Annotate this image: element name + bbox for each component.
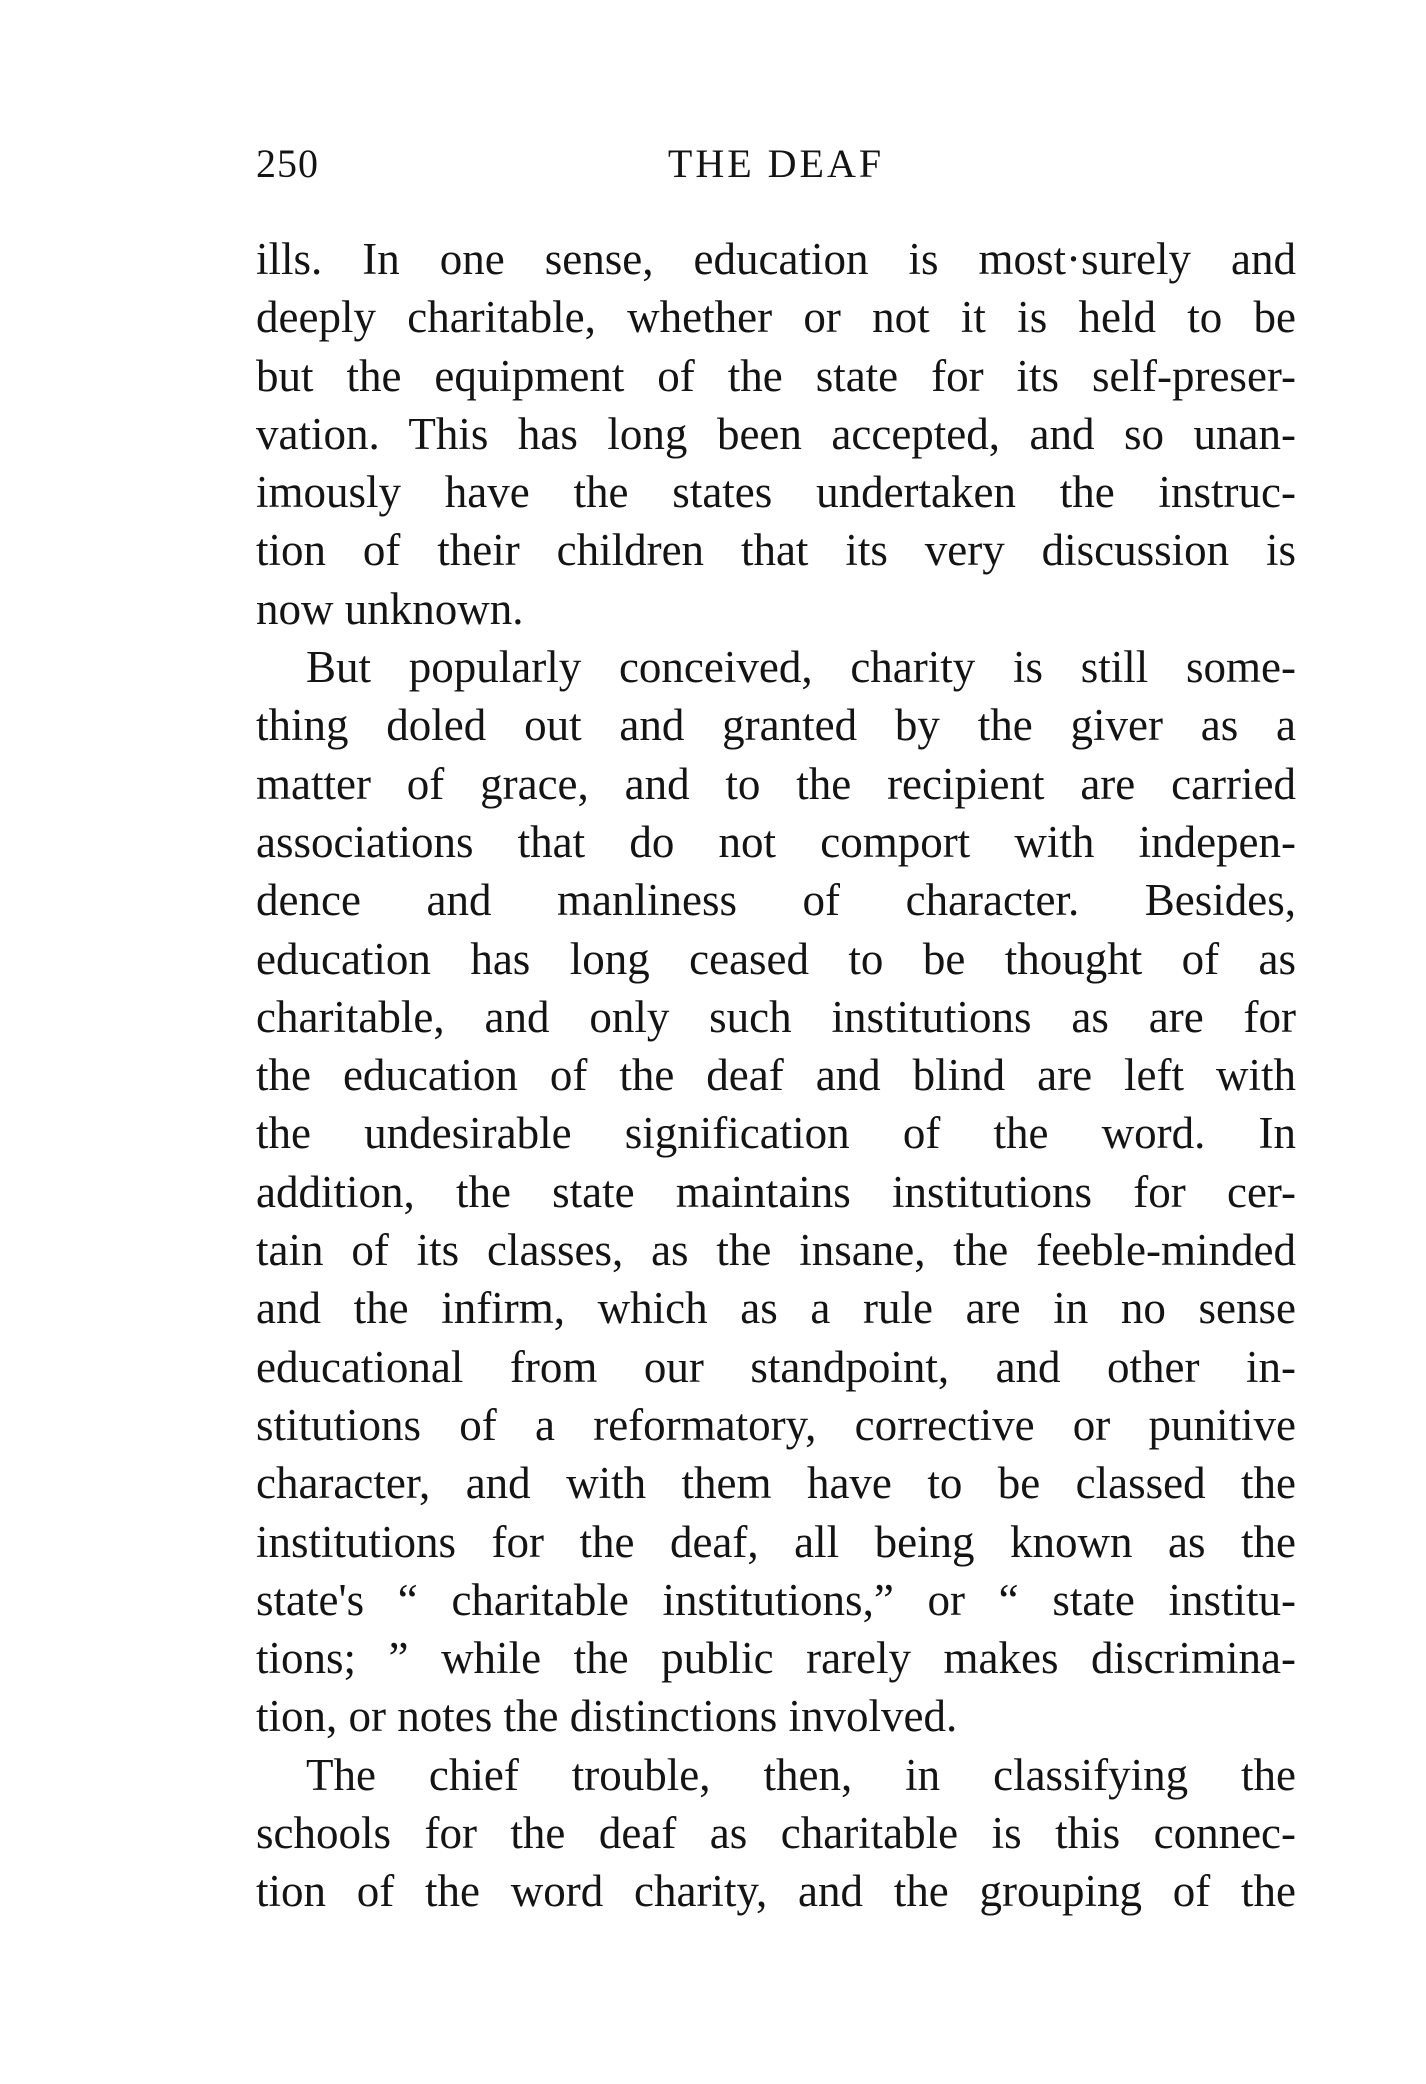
text-line: tion of their children that its very discussion is bbox=[256, 525, 1296, 576]
text-line: the undesirable signification of the word. In bbox=[256, 1108, 1296, 1159]
page-header bbox=[256, 140, 1296, 190]
paragraph-3 bbox=[256, 1746, 1296, 1921]
text-line: education has long ceased to be thought of as bbox=[256, 933, 1296, 984]
text-line: But popularly conceived, charity is still some- bbox=[306, 642, 1296, 693]
text-line: educational from our standpoint, and other in- bbox=[256, 1341, 1296, 1392]
text-line: but the equipment of the state for its self-preser- bbox=[256, 350, 1296, 401]
text-line: tain of its classes, as the insane, the feeble-minded bbox=[256, 1225, 1296, 1276]
text-line: deeply charitable, whether or not it is held to be bbox=[256, 292, 1296, 343]
text-line: stitutions of a reformatory, corrective or punitive bbox=[256, 1399, 1296, 1450]
text-line: addition, the state maintains institutions for cer- bbox=[256, 1166, 1296, 1217]
text-line: now unknown. bbox=[256, 583, 524, 634]
text-line: dence and manliness of character. Besides, bbox=[256, 875, 1296, 926]
text-line: schools for the deaf as charitable is this connec- bbox=[256, 1808, 1296, 1859]
text-line: thing doled out and granted by the giver as a bbox=[256, 700, 1296, 751]
text-line: tions; ” while the public rarely makes discrimina- bbox=[256, 1633, 1296, 1684]
text-line: imously have the states undertaken the instruc- bbox=[256, 467, 1296, 518]
text-line: tion, or notes the distinctions involved. bbox=[256, 1691, 958, 1742]
running-head: THE DEAF bbox=[667, 141, 885, 186]
body-text bbox=[256, 230, 1296, 1921]
text-line: character, and with them have to be classed the bbox=[256, 1458, 1296, 1509]
text-line: vation. This has long been accepted, and so unan- bbox=[256, 408, 1296, 459]
text-line: and the infirm, which as a rule are in no sense bbox=[256, 1283, 1296, 1334]
text-line: state's “ charitable institutions,” or “ state institu- bbox=[256, 1574, 1296, 1625]
page-number: 250 bbox=[256, 141, 319, 186]
text-line: institutions for the deaf, all being known as the bbox=[256, 1516, 1296, 1567]
text-line: matter of grace, and to the recipient are carried bbox=[256, 758, 1296, 809]
text-line: The chief trouble, then, in classifying the bbox=[306, 1749, 1296, 1800]
text-line: associations that do not comport with indepen- bbox=[256, 816, 1296, 867]
text-line: the education of the deaf and blind are left with bbox=[256, 1050, 1296, 1101]
text-line: ills. In one sense, education is most·surely and bbox=[256, 234, 1296, 284]
paragraph-2 bbox=[256, 638, 1296, 1746]
text-line: tion of the word charity, and the grouping of the bbox=[256, 1866, 1296, 1917]
paragraph-1 bbox=[256, 230, 1296, 638]
text-line: charitable, and only such institutions as are for bbox=[256, 991, 1296, 1042]
